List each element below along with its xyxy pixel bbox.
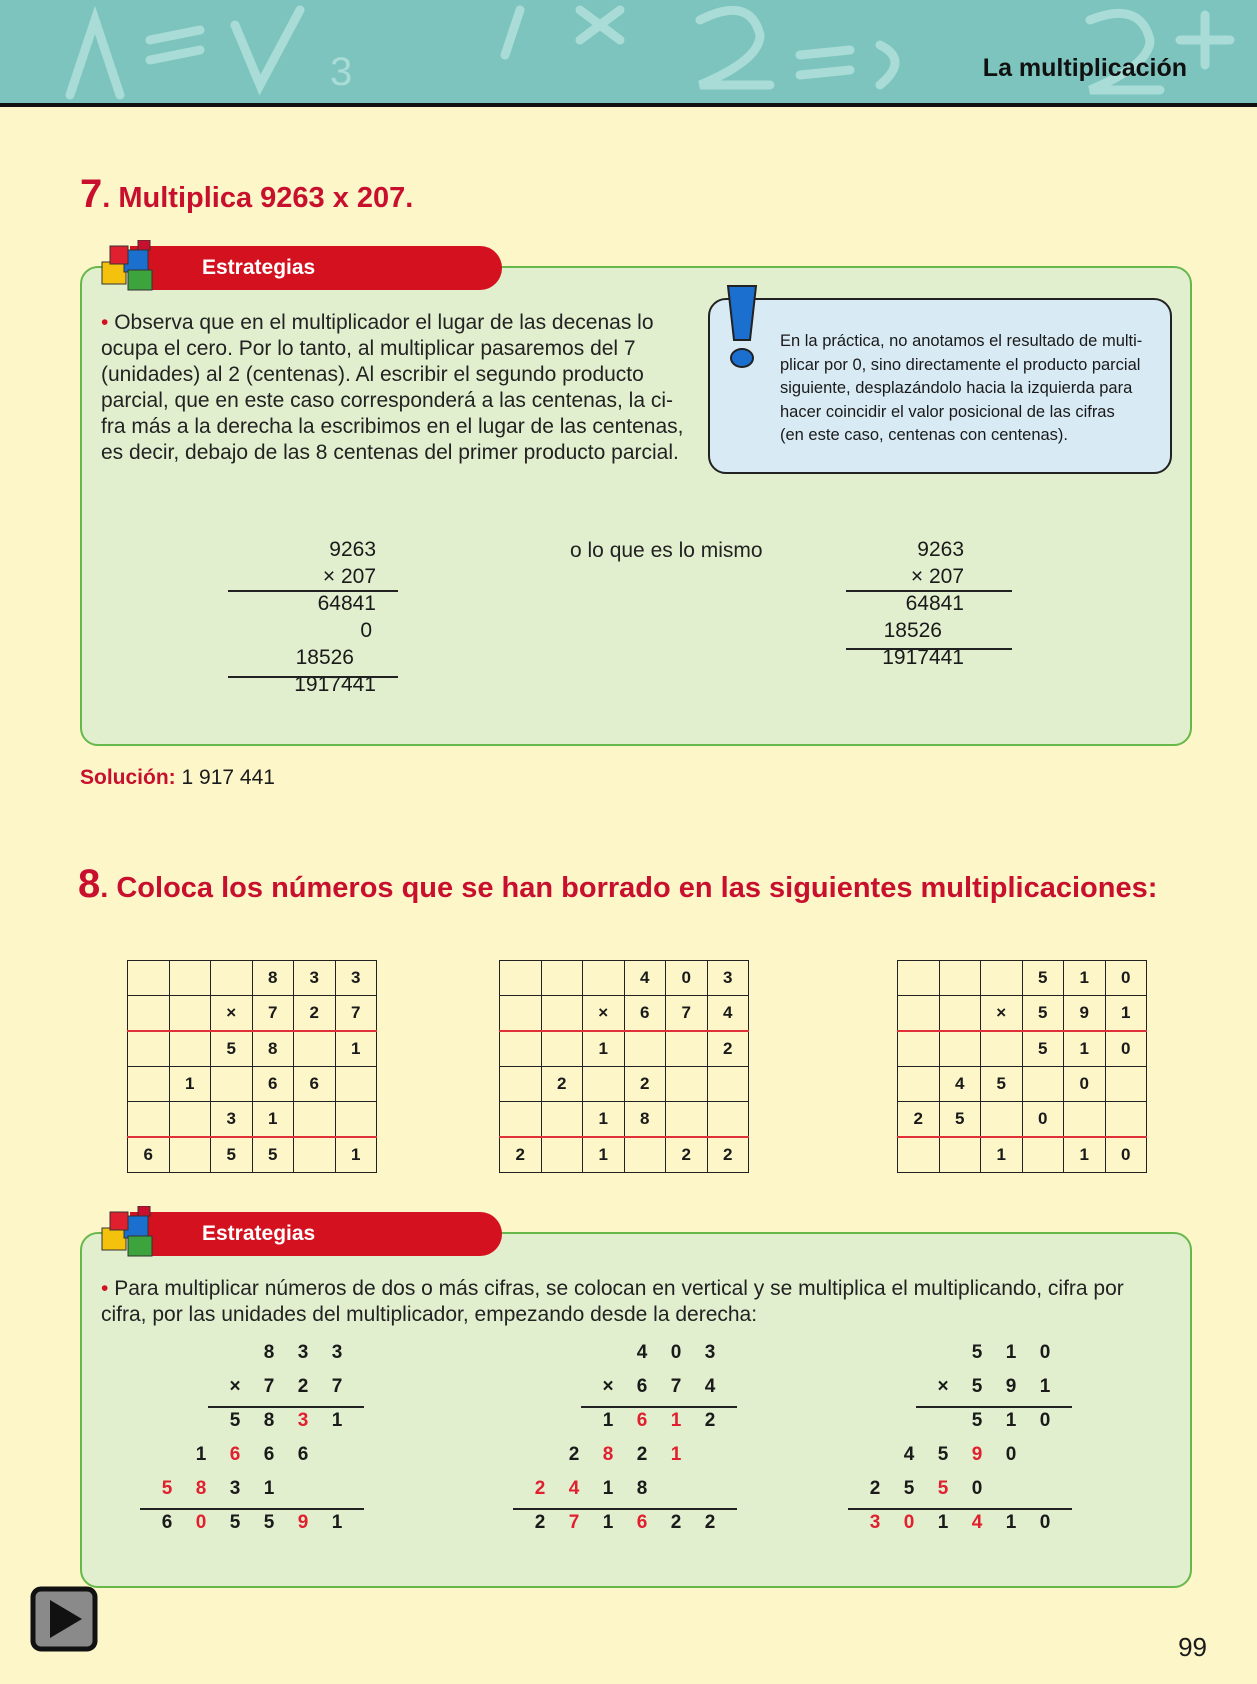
solution-digit: 4: [704, 1376, 716, 1397]
solution-digit: 5: [903, 1478, 915, 1499]
grid-cell[interactable]: 0: [1105, 961, 1147, 996]
multiplication-right: [846, 536, 964, 671]
op-line: 9263: [329, 538, 376, 561]
solution-digit: 2: [704, 1512, 716, 1533]
grid-cell[interactable]: [1105, 1067, 1147, 1102]
grid-cell[interactable]: [500, 996, 542, 1032]
grid-cell[interactable]: 1: [583, 1031, 625, 1067]
op-line: 64841: [905, 592, 964, 615]
solution-digit: 6: [297, 1444, 309, 1465]
solution-digit: 5: [971, 1376, 983, 1397]
solution-digit: 1: [670, 1410, 682, 1431]
question-number: 7: [80, 172, 103, 216]
divider-line: [846, 590, 1012, 592]
grid-cell[interactable]: 3: [294, 961, 336, 996]
middle-text: o lo que es lo mismo: [570, 539, 763, 562]
grid-cell[interactable]: ×: [981, 996, 1023, 1032]
question-text: . Coloca los números que se han borrado en las siguientes multiplicaciones:: [100, 872, 1158, 904]
grid-cell[interactable]: [898, 1067, 940, 1102]
grid-cell[interactable]: [500, 1067, 542, 1102]
solution-digit: 8: [636, 1478, 648, 1499]
solution-digit: 0: [1039, 1512, 1051, 1533]
grid-cell[interactable]: 4: [707, 996, 749, 1032]
grid-cell[interactable]: 2: [898, 1102, 940, 1138]
grid-cell[interactable]: 8: [624, 1102, 666, 1138]
grid-row: [898, 1067, 1147, 1102]
grid-cell[interactable]: [541, 1031, 583, 1067]
grid-cell[interactable]: 5: [1022, 1031, 1064, 1067]
solution-digit: 8: [602, 1444, 614, 1465]
solution-digit: 8: [263, 1342, 275, 1363]
solution-digit: 6: [263, 1444, 275, 1465]
solution-digit: 5: [971, 1410, 983, 1431]
op-line: 1917441: [294, 673, 376, 696]
grid-row: [898, 1102, 1147, 1138]
divider-line: [581, 1406, 737, 1408]
grid-cell[interactable]: 7: [335, 996, 377, 1032]
grid-row: [898, 1031, 1147, 1067]
solution-digit: ×: [937, 1376, 949, 1397]
strategy-line: (unidades) al 2 (centenas). Al escribir el segundo producto: [101, 363, 644, 386]
grid-cell[interactable]: 1: [252, 1102, 294, 1138]
grid-row: [500, 1031, 749, 1067]
strategy-label: Estrategias: [202, 1222, 316, 1245]
grid-row: [500, 961, 749, 996]
grid-cell[interactable]: 0: [1022, 1102, 1064, 1138]
grid-cell[interactable]: 1: [1064, 1031, 1106, 1067]
multiplication-grid-3: [897, 960, 1147, 1173]
solution-digit: 3: [297, 1342, 309, 1363]
solution-digit: 4: [971, 1512, 983, 1533]
solution-digit: 6: [229, 1444, 241, 1465]
solution-digit: 0: [1039, 1342, 1051, 1363]
question-8-title: [78, 862, 1157, 907]
grid-cell[interactable]: [939, 961, 981, 996]
solution-digit: 5: [161, 1478, 173, 1499]
strategy-label: Estrategias: [202, 256, 316, 279]
grid-cell[interactable]: 1: [169, 1067, 211, 1102]
strategy-line: Para multiplicar números de dos o más cifras, se colocan en vertical y se multiplica el multiplicando, cifra por: [114, 1277, 1124, 1300]
chapter-title: La multiplicación: [982, 54, 1187, 82]
grid-cell[interactable]: [128, 1102, 170, 1138]
grid-row: [128, 1137, 377, 1173]
grid-cell[interactable]: [666, 1031, 708, 1067]
grid-cell[interactable]: 5: [939, 1102, 981, 1138]
grid-cell[interactable]: [169, 1102, 211, 1138]
grid-cell[interactable]: [294, 1137, 336, 1173]
solution-digit: 1: [331, 1512, 343, 1533]
grid-cell[interactable]: [898, 1031, 940, 1067]
grid-cell[interactable]: 6: [128, 1137, 170, 1173]
solution-digit: 2: [869, 1478, 881, 1499]
divider-line: [228, 590, 398, 592]
solution-digit: 2: [670, 1512, 682, 1533]
grid-cell[interactable]: 1: [1105, 996, 1147, 1032]
multiplication-grid-1: [127, 960, 377, 1173]
solution-digit: 4: [636, 1342, 648, 1363]
grid-cell[interactable]: [707, 1102, 749, 1138]
solution-digit: 3: [869, 1512, 881, 1533]
solution-digit: 5: [937, 1444, 949, 1465]
grid-cell[interactable]: [128, 1067, 170, 1102]
grid-cell[interactable]: ×: [583, 996, 625, 1032]
solution-digit: 1: [602, 1478, 614, 1499]
strategy-line: Observa que en el multiplicador el lugar de las decenas lo: [114, 311, 654, 334]
divider-line: [228, 676, 398, 678]
note-line: plicar por 0, sino directamente el producto parcial: [780, 355, 1141, 374]
page-number: 99: [1178, 1632, 1207, 1662]
exclamation-icon: [722, 282, 762, 374]
grid-row: [128, 996, 377, 1032]
grid-cell[interactable]: [211, 961, 253, 996]
grid-cell[interactable]: [939, 1031, 981, 1067]
grid-cell[interactable]: [294, 1031, 336, 1067]
solution-digit: 8: [195, 1478, 207, 1499]
grid-row: [128, 1031, 377, 1067]
grid-cell[interactable]: 3: [707, 961, 749, 996]
strategy-tab: [130, 1212, 502, 1256]
grid-cell[interactable]: [169, 961, 211, 996]
solution-digit: 6: [636, 1376, 648, 1397]
grid-row: [128, 1067, 377, 1102]
grid-cell[interactable]: [169, 996, 211, 1032]
solution-digit: 5: [229, 1410, 241, 1431]
grid-row: [898, 1137, 1147, 1173]
solution-digit: 0: [971, 1478, 983, 1499]
grid-cell[interactable]: [1064, 1102, 1106, 1138]
grid-cell[interactable]: 7: [252, 996, 294, 1032]
solution: [80, 766, 275, 790]
solution-digit: 1: [195, 1444, 207, 1465]
grid-row: [500, 1067, 749, 1102]
svg-text:3: 3: [330, 50, 353, 94]
divider-line: [208, 1406, 364, 1408]
solution-digit: 6: [636, 1512, 648, 1533]
grid-cell[interactable]: [898, 996, 940, 1032]
divider-line: [848, 1508, 1072, 1510]
op-line: × 207: [910, 565, 964, 588]
grid-cell[interactable]: [981, 1102, 1023, 1138]
solution-digit: 1: [1005, 1342, 1017, 1363]
grid-row: [500, 1137, 749, 1173]
grid-cell[interactable]: [981, 1031, 1023, 1067]
solution-digit: 0: [670, 1342, 682, 1363]
grid-cell[interactable]: [583, 1067, 625, 1102]
grid-cell[interactable]: 2: [707, 1137, 749, 1173]
grid-cell[interactable]: 1: [335, 1031, 377, 1067]
solution-digit: 1: [263, 1478, 275, 1499]
grid-cell[interactable]: 5: [1022, 961, 1064, 996]
grid-cell[interactable]: [500, 1102, 542, 1138]
grid-cell[interactable]: 1: [981, 1137, 1023, 1173]
grid-cell[interactable]: 5: [981, 1067, 1023, 1102]
grid-cell[interactable]: [128, 961, 170, 996]
grid-cell[interactable]: 4: [624, 961, 666, 996]
grid-cell[interactable]: [1022, 1067, 1064, 1102]
solution-digit: 5: [937, 1478, 949, 1499]
solution-digit: 2: [534, 1478, 546, 1499]
grid-cell[interactable]: 2: [666, 1137, 708, 1173]
grid-cell[interactable]: 8: [252, 961, 294, 996]
solution-digit: 5: [263, 1512, 275, 1533]
grid-cell[interactable]: [335, 1102, 377, 1138]
grid-cell[interactable]: [541, 996, 583, 1032]
divider-line: [916, 1406, 1072, 1408]
strategy-tab: [130, 246, 502, 290]
puzzle-icon: [98, 1206, 162, 1260]
grid-cell[interactable]: 2: [707, 1031, 749, 1067]
grid-cell[interactable]: 0: [1105, 1031, 1147, 1067]
grid-cell[interactable]: 9: [1064, 996, 1106, 1032]
solution-digit: 2: [636, 1444, 648, 1465]
op-line: 1917441: [882, 646, 964, 669]
solution-digit: 2: [534, 1512, 546, 1533]
strategy-line: es decir, debajo de las 8 centenas del primer producto parcial.: [101, 441, 679, 464]
solution-digit: ×: [229, 1376, 241, 1397]
grid-cell[interactable]: 6: [252, 1067, 294, 1102]
grid-cell[interactable]: 3: [335, 961, 377, 996]
solution-digit: 6: [636, 1410, 648, 1431]
grid-row: [128, 961, 377, 996]
grid-cell[interactable]: [624, 1137, 666, 1173]
note-line: (en este caso, centenas con centenas).: [780, 426, 1069, 444]
op-line: 18526: [883, 619, 942, 642]
op-line: 18526: [295, 646, 354, 669]
solution-digit: 3: [704, 1342, 716, 1363]
grid-cell[interactable]: 2: [294, 996, 336, 1032]
strategy-line: cifra, por las unidades del multiplicador, empezando desde la derecha:: [101, 1303, 758, 1326]
grid-cell[interactable]: [1105, 1102, 1147, 1138]
solution-digit: 1: [1005, 1410, 1017, 1431]
grid-cell[interactable]: [939, 1137, 981, 1173]
play-icon[interactable]: [30, 1586, 98, 1652]
grid-cell[interactable]: [898, 1137, 940, 1173]
grid-cell[interactable]: 5: [211, 1137, 253, 1173]
grid-row: [128, 1102, 377, 1138]
solution-digit: 2: [704, 1410, 716, 1431]
grid-cell[interactable]: [211, 1067, 253, 1102]
strategy-line: ocupa el cero. Por lo tanto, al multiplicar pasaremos del 7: [101, 337, 636, 360]
grid-cell[interactable]: 1: [1064, 1137, 1106, 1173]
page-header: [0, 0, 1257, 107]
note-text: [780, 330, 1160, 448]
solution-digit: 5: [229, 1512, 241, 1533]
solution-digit: 1: [1005, 1512, 1017, 1533]
solution-digit: 2: [297, 1376, 309, 1397]
grid-cell[interactable]: 1: [335, 1137, 377, 1173]
grid-cell[interactable]: [1022, 1137, 1064, 1173]
solution-value: 1 917 441: [181, 766, 275, 789]
grid-cell[interactable]: [666, 1102, 708, 1138]
solution-label: Solución:: [80, 766, 176, 789]
solution-digit: 3: [229, 1478, 241, 1499]
solution-digit: ×: [602, 1376, 614, 1397]
grid-cell[interactable]: 3: [211, 1102, 253, 1138]
grid-cell[interactable]: ×: [211, 996, 253, 1032]
puzzle-icon: [98, 240, 162, 294]
grid-row: [898, 961, 1147, 996]
grid-cell[interactable]: [541, 961, 583, 996]
grid-cell[interactable]: [939, 996, 981, 1032]
grid-cell[interactable]: [500, 961, 542, 996]
solution-digit: 0: [195, 1512, 207, 1533]
op-line: 64841: [317, 592, 376, 615]
multiplication-left: [230, 536, 376, 698]
grid-cell[interactable]: [541, 1102, 583, 1138]
solution-digit: 4: [903, 1444, 915, 1465]
strategy-line: parcial, que en este caso corresponderá a las centenas, la ci-: [101, 389, 673, 412]
grid-cell[interactable]: [981, 961, 1023, 996]
grid-cell[interactable]: 7: [666, 996, 708, 1032]
grid-cell[interactable]: 1: [1064, 961, 1106, 996]
grid-cell[interactable]: [541, 1137, 583, 1173]
solution-digit: 1: [602, 1410, 614, 1431]
solution-digit: 9: [971, 1444, 983, 1465]
solution-digit: 4: [568, 1478, 580, 1499]
solution-digit: 1: [602, 1512, 614, 1533]
strategy-text-q7: • Observa que en el multiplicador el lugar de las decenas lo ocupa el cero. Por lo tanto, al multiplicar pasaremos del 7 (unidades) al 2 (centenas). Al escribir el segundo producto parcial, que en este caso corresponderá a las centenas, la ci- fra más a la derecha la escribimos en el lugar de las centenas, es decir, debajo de las 8 centenas del primer producto parcial.: [101, 310, 701, 466]
divider-line: [140, 1508, 364, 1510]
solution-digit: 0: [903, 1512, 915, 1533]
grid-cell[interactable]: [500, 1031, 542, 1067]
grid-cell[interactable]: 5: [211, 1031, 253, 1067]
grid-row: [500, 996, 749, 1032]
solution-digit: 0: [1005, 1444, 1017, 1465]
solution-digit: 3: [331, 1342, 343, 1363]
grid-cell[interactable]: 6: [294, 1067, 336, 1102]
solution-digit: 9: [1005, 1376, 1017, 1397]
grid-row: [898, 996, 1147, 1032]
strategy-text-q8: • Para multiplicar números de dos o más cifras, se colocan en vertical y se multiplica el multiplicando, cifra por cifra, por las unidades del multiplicador, empezando desde la derecha:: [101, 1276, 1181, 1328]
op-line: × 207: [322, 565, 376, 588]
solution-digit: 7: [568, 1512, 580, 1533]
solution-digit: 1: [670, 1444, 682, 1465]
question-number: 8: [78, 862, 101, 906]
grid-cell[interactable]: [128, 996, 170, 1032]
grid-cell[interactable]: 1: [583, 1137, 625, 1173]
grid-cell[interactable]: 2: [624, 1067, 666, 1102]
solution-digit: 1: [1039, 1376, 1051, 1397]
grid-cell[interactable]: [666, 1067, 708, 1102]
divider-line: [846, 648, 1012, 650]
grid-cell[interactable]: [335, 1067, 377, 1102]
solution-digit: 2: [568, 1444, 580, 1465]
solution-digit: 7: [670, 1376, 682, 1397]
op-line: 0: [360, 619, 372, 642]
note-box: [708, 298, 1172, 474]
solution-digit: 7: [263, 1376, 275, 1397]
solution-digit: 8: [263, 1410, 275, 1431]
solution-digit: 7: [331, 1376, 343, 1397]
grid-cell[interactable]: [169, 1137, 211, 1173]
solution-digit: 9: [297, 1512, 309, 1533]
grid-cell[interactable]: [624, 1031, 666, 1067]
grid-cell[interactable]: [583, 961, 625, 996]
grid-cell[interactable]: 2: [541, 1067, 583, 1102]
grid-cell[interactable]: [707, 1067, 749, 1102]
question-7-title: [80, 172, 413, 217]
note-line: hacer coincidir el valor posicional de las cifras: [780, 402, 1115, 421]
grid-cell[interactable]: 6: [624, 996, 666, 1032]
grid-cell[interactable]: 1: [583, 1102, 625, 1138]
grid-cell[interactable]: [898, 961, 940, 996]
grid-cell[interactable]: 0: [1105, 1137, 1147, 1173]
solution-digit: 5: [971, 1342, 983, 1363]
grid-cell[interactable]: [294, 1102, 336, 1138]
solution-digit: 3: [297, 1410, 309, 1431]
op-line: 9263: [917, 538, 964, 561]
grid-cell[interactable]: [169, 1031, 211, 1067]
grid-row: [500, 1102, 749, 1138]
strategy-line: fra más a la derecha la escribimos en el lugar de las centenas,: [101, 415, 684, 438]
multiplication-grid-2: [499, 960, 749, 1173]
solution-digit: 6: [161, 1512, 173, 1533]
grid-cell[interactable]: [128, 1031, 170, 1067]
grid-cell[interactable]: 0: [666, 961, 708, 996]
grid-cell[interactable]: 5: [252, 1137, 294, 1173]
math-symbols-decoration: [0, 0, 1257, 100]
note-line: En la práctica, no anotamos el resultado de multi-: [780, 332, 1143, 350]
solution-digit: 1: [937, 1512, 949, 1533]
grid-cell[interactable]: 4: [939, 1067, 981, 1102]
question-text: . Multiplica 9263 x 207.: [102, 182, 414, 214]
solution-digit: 0: [1039, 1410, 1051, 1431]
grid-cell[interactable]: 2: [500, 1137, 542, 1173]
grid-cell[interactable]: 8: [252, 1031, 294, 1067]
note-line: siguiente, desplazándolo hacia la izquierda para: [780, 379, 1133, 397]
divider-line: [513, 1508, 737, 1510]
grid-cell[interactable]: 0: [1064, 1067, 1106, 1102]
grid-cell[interactable]: 5: [1022, 996, 1064, 1032]
solution-digit: 1: [331, 1410, 343, 1431]
